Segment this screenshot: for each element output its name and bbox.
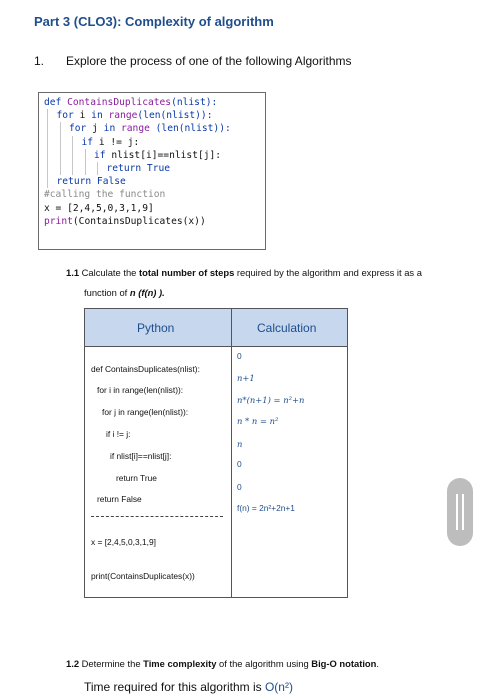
code-token: for bbox=[69, 123, 93, 135]
calc-row: 0 bbox=[237, 351, 242, 361]
code-line bbox=[44, 109, 260, 122]
indent-guide bbox=[72, 162, 73, 175]
handle-bar bbox=[456, 494, 458, 530]
calc-row: n+1 bbox=[237, 373, 255, 383]
code-token: (nlist): bbox=[171, 97, 218, 108]
code-token: range bbox=[121, 123, 156, 135]
code-token: (len(nlist)): bbox=[155, 123, 231, 135]
code-block bbox=[38, 92, 266, 250]
indent-guide bbox=[47, 149, 48, 162]
indent-guide bbox=[60, 162, 61, 175]
subquestion-text: Calculate the bbox=[79, 267, 139, 278]
subquestion-1-1 bbox=[66, 266, 466, 280]
indent-guide bbox=[47, 122, 48, 135]
subquestion-number: 1.1 bbox=[66, 267, 80, 278]
subquestion-bold: Big-O notation bbox=[311, 658, 377, 669]
code-token: return True bbox=[106, 163, 171, 175]
code-token: nlist[i]==nlist[j]: bbox=[111, 149, 222, 161]
indent-guide bbox=[85, 162, 86, 175]
indent-guide bbox=[60, 122, 61, 135]
pause-handle-icon[interactable] bbox=[447, 478, 473, 546]
header-python: Python bbox=[137, 321, 175, 335]
indent-guide bbox=[47, 162, 48, 175]
subquestion-bold: Time complexity bbox=[143, 658, 217, 669]
table-column-divider bbox=[231, 309, 232, 597]
subquestion-bold: n (f(n) ). bbox=[129, 287, 165, 298]
code-token: def bbox=[44, 97, 68, 108]
answer-line bbox=[84, 680, 293, 694]
code-token: print bbox=[44, 215, 73, 227]
header-calculation: Calculation bbox=[257, 321, 317, 335]
code-line bbox=[44, 136, 260, 149]
python-row: print(ContainsDuplicates(x)) bbox=[91, 571, 195, 581]
subquestion-bold: total number of steps bbox=[138, 267, 235, 278]
code-token: range bbox=[108, 110, 138, 122]
table-separator bbox=[91, 516, 223, 517]
indent-guide bbox=[60, 136, 61, 149]
code-line bbox=[44, 96, 260, 109]
question-number: 1. bbox=[34, 54, 45, 68]
code-line bbox=[44, 175, 260, 188]
code-line bbox=[44, 202, 260, 215]
python-row: for i in range(len(nlist)): bbox=[97, 385, 184, 395]
subquestion-number: 1.2 bbox=[66, 658, 80, 669]
calc-row: f(n) = 2n²+2n+1 bbox=[237, 503, 295, 513]
python-row: def ContainsDuplicates(nlist): bbox=[91, 364, 200, 374]
subquestion-text: of the algorithm using bbox=[216, 658, 312, 669]
code-token: if bbox=[81, 136, 99, 148]
code-line bbox=[44, 188, 260, 201]
subquestion-text: function of bbox=[84, 287, 130, 298]
code-token: j bbox=[92, 123, 104, 135]
code-token: (ContainsDuplicates(x)) bbox=[72, 215, 206, 227]
answer-value: O(n²) bbox=[264, 680, 293, 694]
indent-guide bbox=[47, 109, 48, 122]
python-row: x = [2,4,5,0,3,1,9] bbox=[91, 537, 156, 547]
code-token: (len(nlist)): bbox=[137, 110, 213, 122]
code-line bbox=[44, 149, 260, 162]
subquestion-text: required by the algorithm and express it as a bbox=[234, 267, 422, 278]
calc-row: 0 bbox=[237, 482, 242, 492]
indent-guide bbox=[72, 136, 73, 149]
calc-row: 0 bbox=[237, 459, 242, 469]
calc-row: n bbox=[237, 439, 243, 449]
code-token: i bbox=[79, 110, 92, 122]
code-token: x = [2,4,5,0,3,1,9] bbox=[44, 202, 154, 214]
code-token: return False bbox=[56, 176, 126, 188]
subquestion-1-2 bbox=[66, 658, 379, 669]
indent-guide bbox=[47, 136, 48, 149]
part-title: Part 3 (CLO3): Complexity of algorithm bbox=[34, 14, 274, 29]
handle-bar bbox=[462, 494, 464, 530]
subquestion-1-1-line2 bbox=[84, 287, 165, 298]
answer-text: Time required for this algorithm is bbox=[84, 680, 265, 694]
code-token: #calling the function bbox=[44, 189, 166, 201]
code-token: for bbox=[56, 110, 80, 122]
python-row: return False bbox=[97, 494, 142, 504]
indent-guide bbox=[85, 149, 86, 162]
question-text: Explore the process of one of the following Algorithms bbox=[66, 54, 352, 68]
python-row: if nlist[i]==nlist[j]: bbox=[110, 451, 172, 461]
code-token: if bbox=[94, 149, 112, 161]
indent-guide bbox=[47, 175, 48, 188]
steps-table bbox=[84, 308, 348, 598]
code-line bbox=[44, 162, 260, 175]
code-line bbox=[44, 215, 260, 228]
indent-guide bbox=[72, 149, 73, 162]
indent-guide bbox=[97, 162, 98, 175]
code-token: in bbox=[103, 123, 121, 135]
calc-row: n*(n+1) = n²+n bbox=[237, 395, 305, 405]
indent-guide bbox=[60, 149, 61, 162]
code-line bbox=[44, 122, 260, 135]
code-token: i != j: bbox=[98, 136, 140, 148]
python-row: if i != j: bbox=[106, 429, 131, 439]
calc-row: n * n = n² bbox=[237, 416, 279, 426]
python-row: return True bbox=[116, 473, 157, 483]
subquestion-text: . bbox=[376, 658, 379, 669]
subquestion-text: Determine the bbox=[79, 658, 144, 669]
python-row: for j in range(len(nlist)): bbox=[102, 407, 189, 417]
code-token: ContainsDuplicates bbox=[67, 97, 172, 108]
code-token: in bbox=[91, 110, 109, 122]
